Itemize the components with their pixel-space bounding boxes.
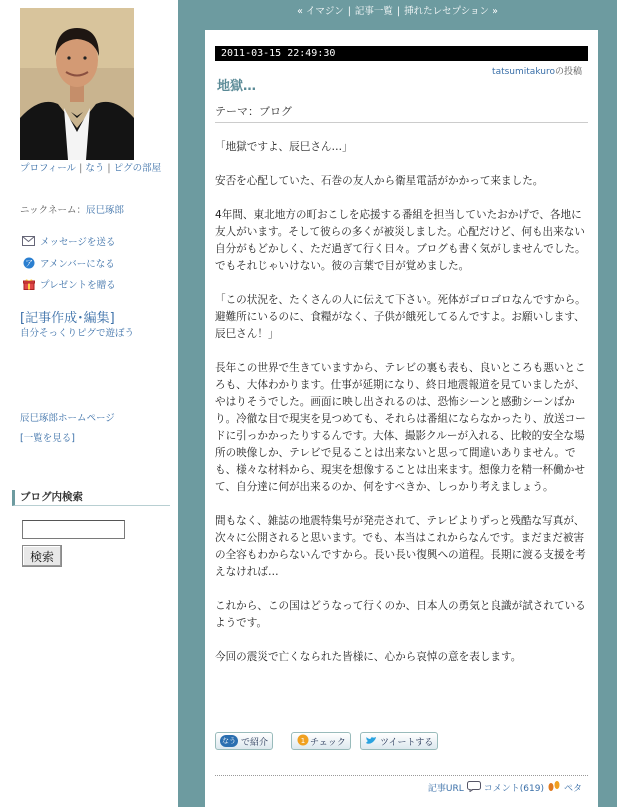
tweet-label: ツイートする — [380, 737, 434, 748]
search-button[interactable]: 検索 — [22, 545, 62, 567]
separator: | — [396, 6, 401, 17]
check-button[interactable] — [291, 732, 351, 750]
twitter-icon — [365, 736, 377, 746]
send-present-label: プレゼントを贈る — [40, 280, 116, 291]
post-paragraph: 「この状況を、たくさんの人に伝えて下さい。死体がゴロゴロなんですから。避難所にいるのに、食糧がなく、子供が餓死してるんですよ。お願いします、辰巳さん！」 — [215, 294, 586, 340]
post-date: 2011-03-15 22:49:30 — [215, 46, 588, 61]
sidebar — [0, 0, 178, 807]
bracket: [ — [20, 311, 26, 326]
nau-share-button[interactable] — [215, 732, 273, 750]
post-title: 地獄… — [217, 79, 257, 94]
post-author — [492, 64, 582, 77]
now-link[interactable]: なう — [85, 163, 105, 174]
send-message-label: メッセージを送る — [40, 237, 116, 248]
send-present-button[interactable] — [22, 276, 116, 292]
nickname-label: ニックネーム： — [20, 205, 87, 216]
post-paragraph: これから、この国はどうなって行くのか、日本人の勇気と良識が試されているようです。 — [215, 600, 586, 629]
post-paragraph: 安否を心配していた、石巻の友人から衛星電話がかかって来ました。 — [215, 175, 544, 187]
nickname-link[interactable]: 辰巳琢郎 — [86, 205, 125, 216]
member-icon — [22, 257, 35, 269]
svg-text:1: 1 — [300, 736, 306, 745]
svg-text:ア: ア — [24, 259, 33, 268]
pig-play-link[interactable]: 自分そっくりピグで遊ぼう — [20, 328, 135, 339]
check-label: チェック — [310, 737, 346, 748]
post-url-link[interactable]: 記事URL — [427, 784, 464, 794]
post-paragraph: 長年この世界で生きていますから、テレビの裏も表も、良いところも悪いところも、大体わかります。仕事が延期になり、終日地震報道を見ていましたが、やはりそうでした。画面に映し出されるのは、恐怖シーンと感動シーンばかり。冷徹な目で現実を見つめても、それらは番組にならなかったり、放送コードに引っかかったりするんです。大体、撮影クルーが入れる、比較的安全な場所の映像しか、テレビで見ることは出来ないと思って間違いありません。でも、様々な材料から、現実を想像することは出来ます。想像力を精一杯働かせて、自分達に何が出来るのか、何をすべきか、しっかり考えましょう。 — [215, 362, 586, 493]
separator: | — [107, 163, 111, 174]
prev-post-link[interactable]: « イマジン — [297, 6, 344, 17]
post-footer — [428, 780, 582, 795]
profile-links — [20, 162, 170, 176]
post-paragraph: 4年間、東北地方の町おこしを応援する番組を担当していたおかげで、各地に友人がいます。そして彼らの多くが被災しました。心配だけど、何も出来ない自分がもどかしく、ただ過ぎて行く日々。ブログも書く気がしませんでした。でもそれじゃいけない。彼の言葉で目が覚めました。 — [215, 209, 586, 272]
blog-post — [205, 30, 598, 807]
view-list-link[interactable]: [一覧を見る] — [20, 433, 75, 444]
post-paragraph: 今回の震災で亡くなられた皆様に、心から哀悼の意を表します。 — [215, 651, 522, 663]
separator: | — [79, 163, 83, 174]
become-member-button[interactable] — [22, 255, 115, 271]
author-suffix: の投稿 — [554, 67, 582, 77]
post-theme — [215, 103, 588, 123]
tweet-button[interactable] — [360, 732, 438, 750]
homepage-link[interactable]: 辰巳琢郎ホームページ — [20, 413, 115, 424]
footer-divider — [215, 775, 588, 776]
author-link[interactable]: tatsumitakuro — [492, 67, 555, 77]
search-input[interactable] — [22, 520, 125, 539]
nickname — [20, 202, 124, 216]
post-paragraph: 間もなく、雑誌の地震特集号が発売されて、テレビよりずっと残酷な写真が、次々に公開されると思います。でも、本当はこれからなんです。まだまだ被害の全容もわからないんですから。長い長い復興への道程。長期に渡る支援を考えなければ… — [215, 515, 586, 578]
nau-share-label: で紹介 — [241, 737, 269, 748]
send-message-button[interactable] — [22, 233, 115, 249]
pig-room-link[interactable]: ピグの部屋 — [113, 163, 162, 174]
theme-label: テーマ： — [215, 105, 259, 118]
top-navigation — [178, 3, 617, 17]
bracket: ] — [109, 311, 115, 326]
comments-link[interactable]: コメント(619) — [483, 784, 544, 794]
post-body — [215, 139, 587, 683]
peta-link[interactable]: ペタ — [563, 784, 582, 794]
profile-photo[interactable] — [20, 8, 134, 160]
check-icon — [296, 734, 310, 749]
profile-link[interactable]: プロフィール — [20, 163, 77, 174]
blog-search-heading: ブログ内検索 — [12, 490, 170, 506]
theme-link[interactable]: ブログ — [259, 105, 292, 118]
gift-icon — [22, 278, 35, 290]
edit-post-link[interactable] — [20, 307, 115, 326]
post-paragraph: 「地獄ですよ、辰巳さん…」 — [215, 141, 353, 153]
separator: | — [347, 6, 351, 17]
next-post-link[interactable]: 挿れたレセプション » — [404, 6, 498, 17]
footprint-icon — [547, 780, 561, 795]
envelope-icon — [22, 235, 35, 247]
become-member-label: アメンバーになる — [40, 259, 115, 270]
edit-post-label: 記事作成･編集 — [25, 311, 110, 326]
comment-icon — [467, 781, 481, 795]
nau-badge: なう — [222, 737, 236, 745]
post-list-link[interactable]: 記事一覧 — [354, 6, 393, 17]
